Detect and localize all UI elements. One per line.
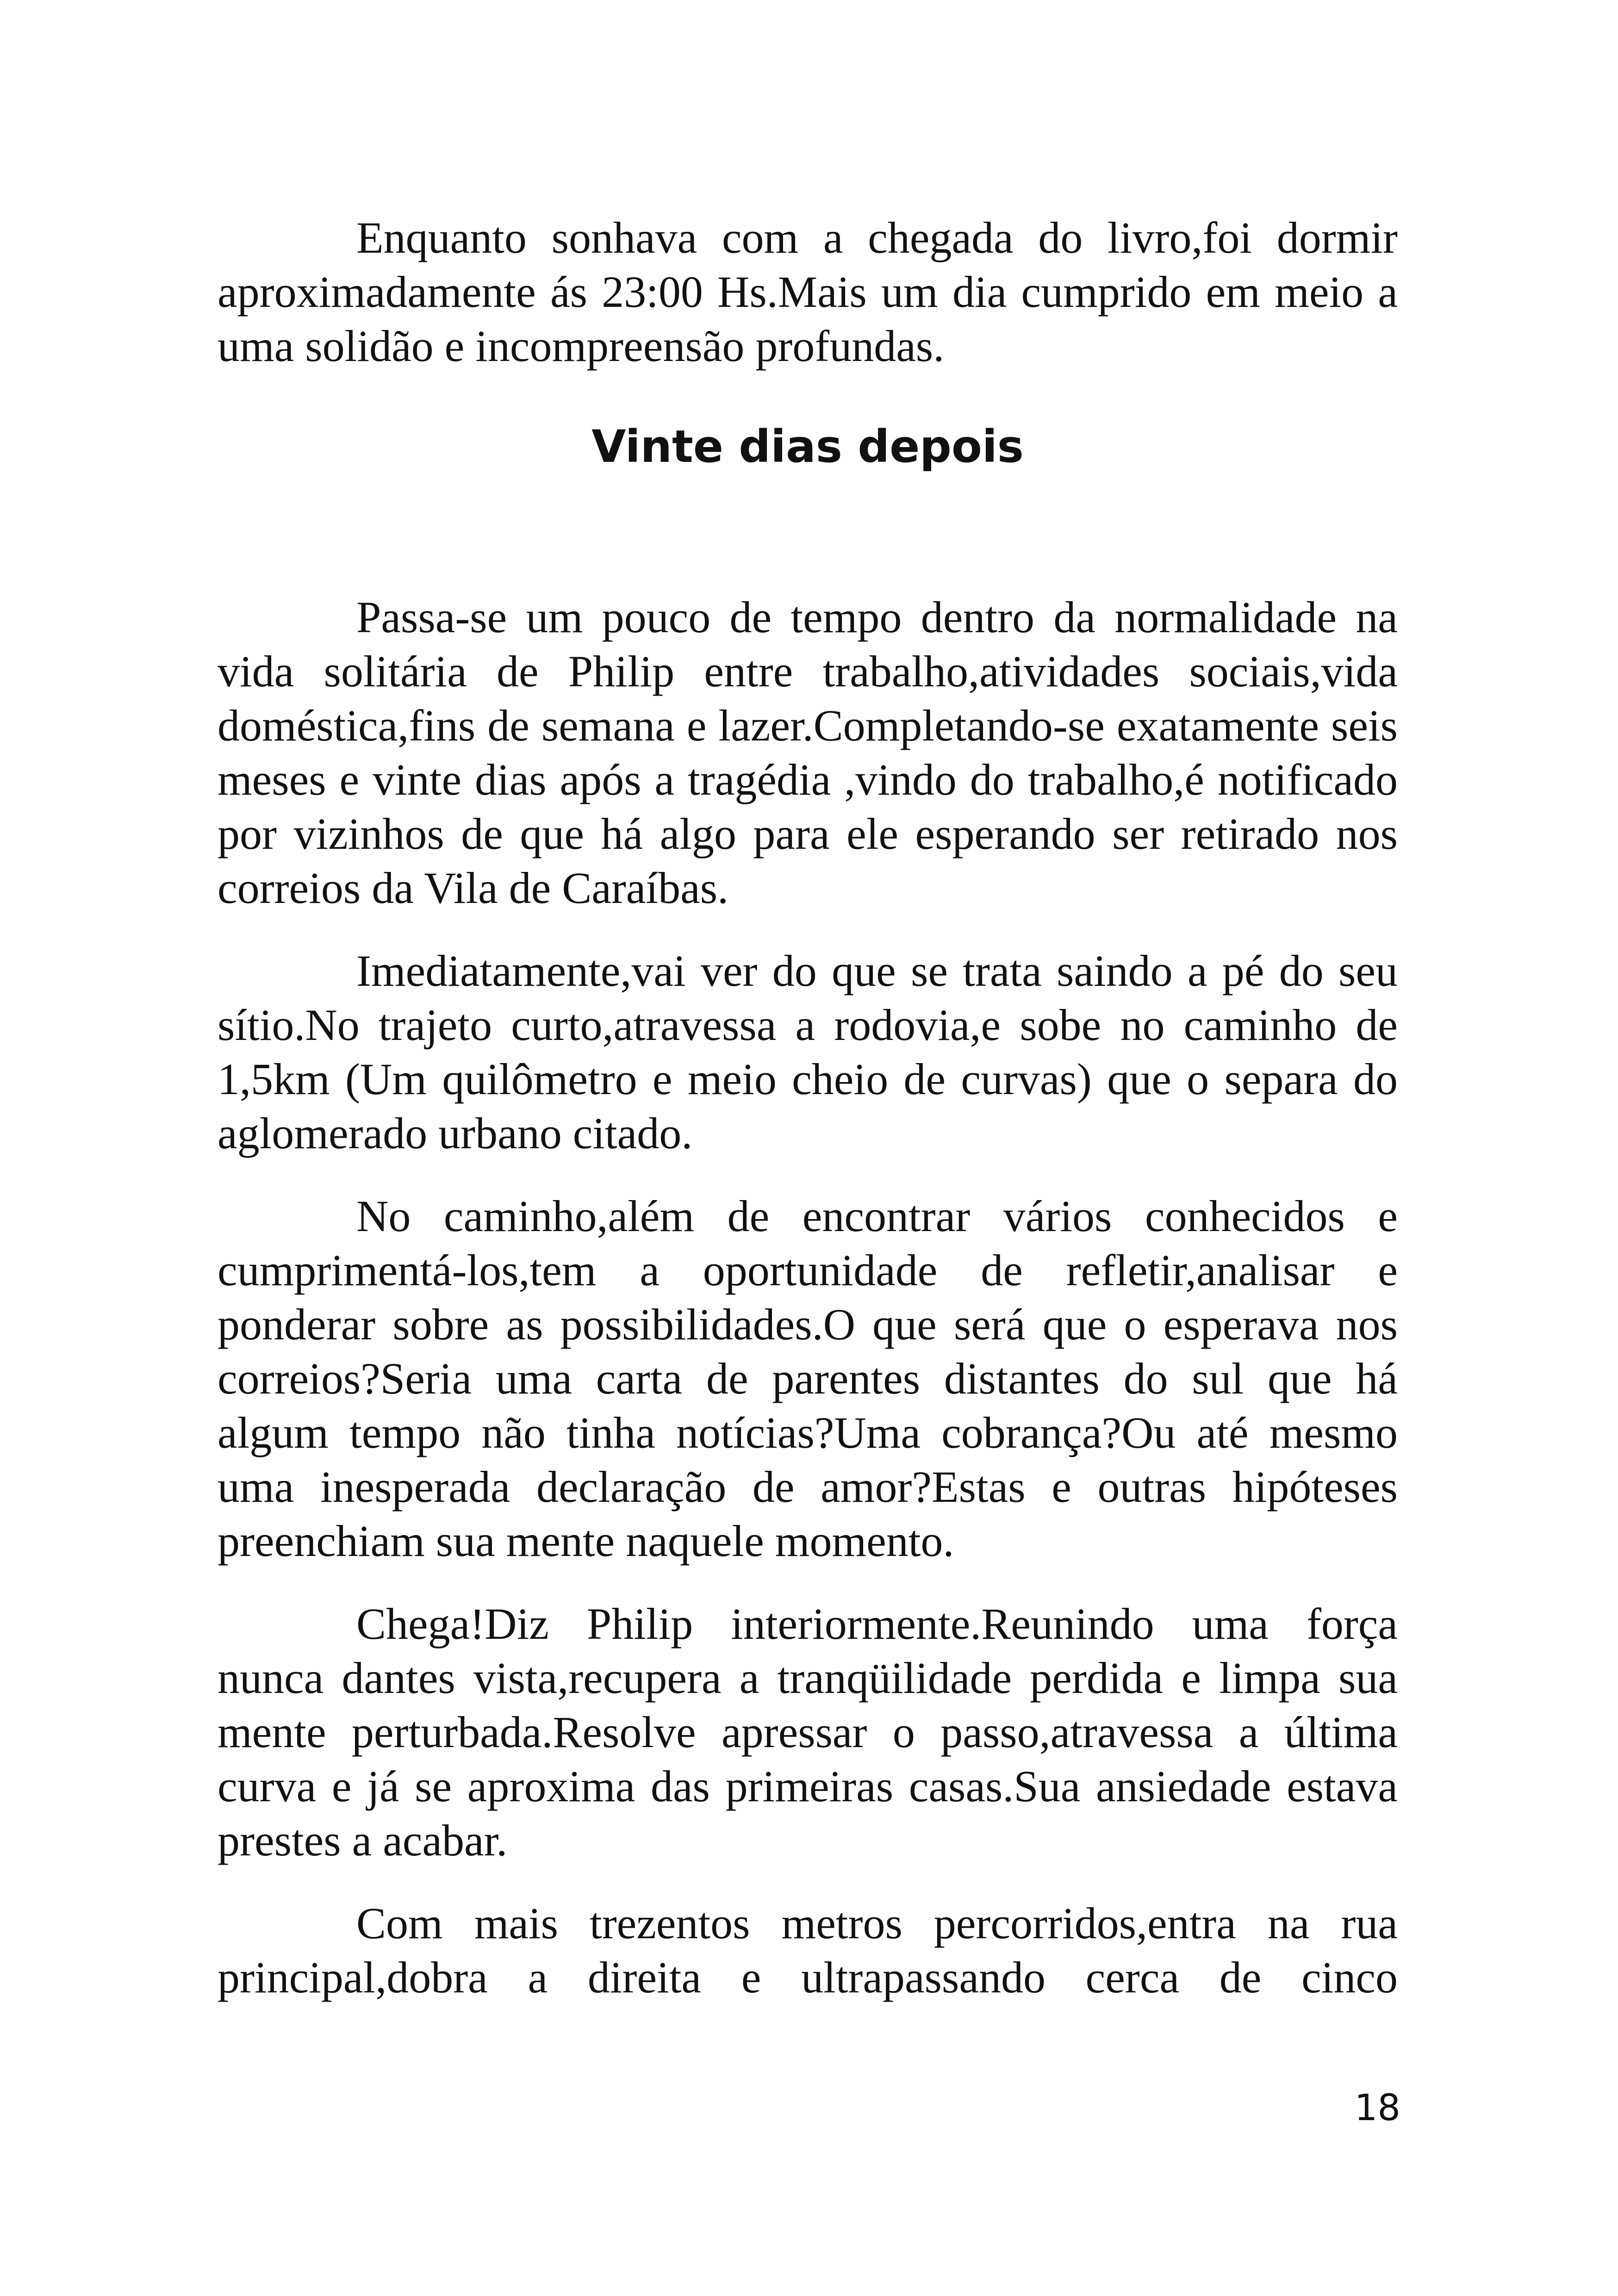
paragraph-opening: Enquanto sonhava com a chegada do livro,foi dormir aproximadamente ás 23:00 Hs.Mais um dia cumprido em meio a uma solidão e incompreensão profundas.: [218, 213, 1398, 371]
chapter-heading: Vinte dias depois: [591, 421, 1024, 473]
body-text-block: [218, 590, 1398, 2033]
paragraph-4: Chega!Diz Philip interiormente.Reunindo uma força nunca dantes vista,recupera a tranqüilidade perdida e limpa sua mente perturbada.Resolve apressar o passo,atravessa a última curva e já se aproxima das primeiras casas.Sua ansiedade estava prestes a acabar.: [218, 1599, 1398, 1865]
paragraph-1: Passa-se um pouco de tempo dentro da normalidade na vida solitária de Philip entre trabalho,atividades sociais,vida doméstica,fins de semana e lazer.Completando-se exatamente seis meses e vinte dias após a tragédia ,vindo do trabalho,é notificado por vizinhos de que há algo para ele esperando ser retirado nos correios da Vila de Caraíbas.: [218, 592, 1398, 913]
paragraph-2: Imediatamente,vai ver do que se trata saindo a pé do seu sítio.No trajeto curto,atravessa a rodovia,e sobe no caminho de 1,5km (Um quilômetro e meio cheio de curvas) que o separa do aglomerado urbano citado.: [218, 946, 1398, 1158]
paragraph-5: Com mais trezentos metros percorridos,entra na rua principal,dobra a direita e ultrapassando cerca de cinco: [218, 1898, 1398, 2002]
paragraph-3: No caminho,além de encontrar vários conhecidos e cumprimentá-los,tem a oportunidade de refletir,analisar e ponderar sobre as possibilidades.O que será que o esperava nos correios?Seria uma carta de parentes distantes do sul que há algum tempo não tinha notícias?Uma cobrança?Ou até mesmo uma inesperada declaração de amor?Estas e outras hipóteses preenchiam sua mente naquele momento.: [218, 1191, 1398, 1566]
page-number: 18: [1354, 2087, 1400, 2129]
opening-text-block: [218, 211, 1398, 402]
